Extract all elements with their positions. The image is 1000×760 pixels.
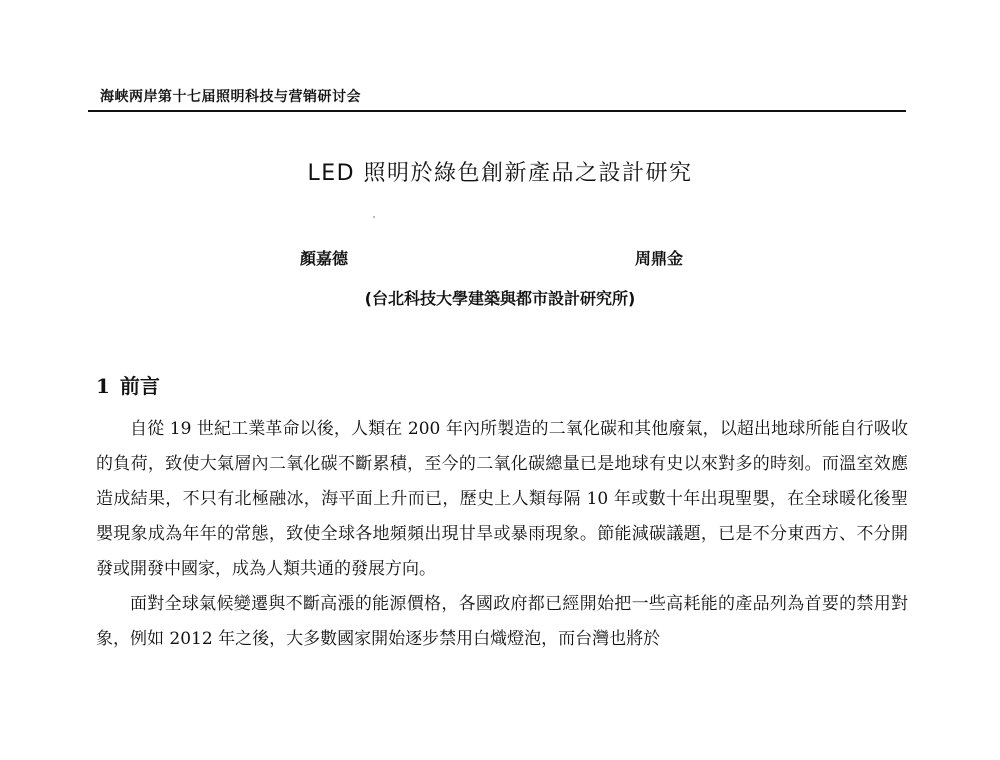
author-list [0,246,1000,270]
body-text [96,412,908,657]
paragraph: 自從 19 世紀工業革命以後，人類在 200 年內所製造的二氧化碳和其他廢氣，以超出地球所能自行吸收的負荷，致使大氣層內二氧化碳不斷累積，至今的二氧化碳總量已是地球有史以來對多的時刻。而溫室效應造成結果，不只有北極融冰，海平面上升而已，歷史上人類每隔 10 年或數十年出現聖嬰，在全球暖化後聖嬰現象成為年年的常態，致使全球各地頻頻出現甘旱或暴雨現象。節能減碳議題，已是不分東西方、不分開發或開發中國家，成為人類共通的發展方向。 [96,419,908,579]
paragraph: 面對全球氣候變遷與不斷高漲的能源價格，各國政府都已經開始把一些高耗能的產品列為首要的禁用對象，例如 2012 年之後，大多數國家開始逐步禁用白熾燈泡，而台灣也將於 [96,594,908,649]
section-heading [96,370,160,399]
header-rule [88,110,906,112]
running-header: 海峡两岸第十七届照明科技与营销研讨会 [100,89,361,105]
author-name: 周鼎金 [635,249,684,268]
section-title: 前言 [119,374,160,398]
author-name: 顏嘉德 [300,249,349,268]
author-affiliation: (台北科技大學建築與都市設計研究所) [364,289,636,308]
paper-title: LED 照明於綠色創新產品之設計研究 [307,161,693,186]
scan-speck [373,216,375,218]
section-number: 1 [96,374,110,398]
